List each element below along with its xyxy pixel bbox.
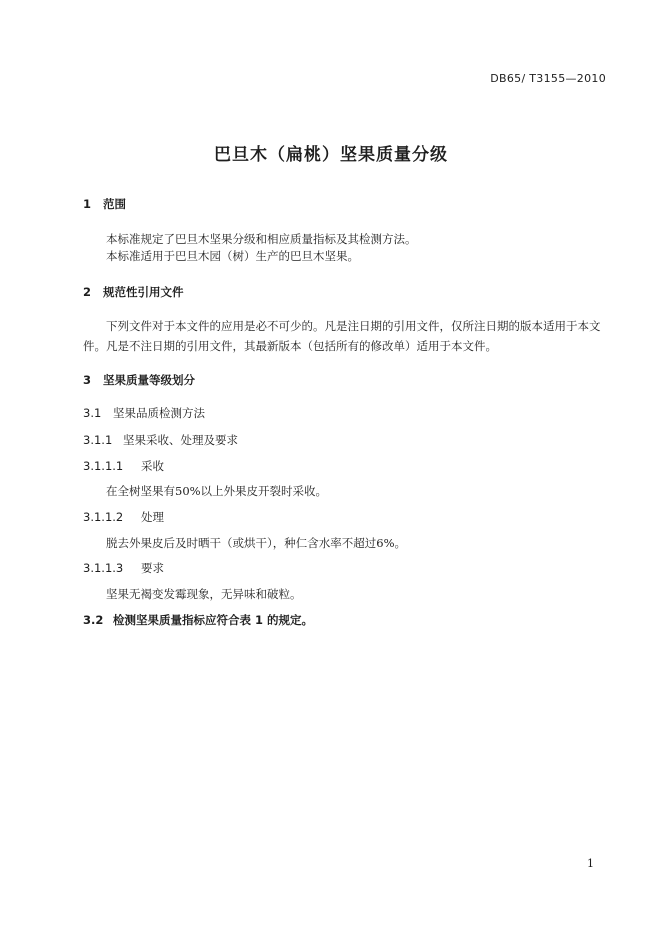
section-heading-2	[83, 284, 184, 300]
section-title: 要求	[141, 561, 164, 575]
section-heading-3-1-1-3	[83, 560, 164, 576]
paragraph-requirements: 坚果无褐变发霉现象，无异味和破粒。	[106, 587, 302, 601]
section-title: 规范性引用文件	[103, 285, 184, 299]
paragraph-normative-references: 下列文件对于本文件的应用是必不可少的。凡是注日期的引用文件，仅所注日期的版本适用于本文件。凡是不注日期的引用文件，其最新版本（包括所有的修改单）适用于本文件。	[83, 319, 601, 353]
section-title: 坚果采收、处理及要求	[123, 433, 238, 447]
section-heading-3	[83, 372, 195, 388]
section-title: 采收	[141, 459, 164, 473]
section-number: 1	[83, 197, 92, 211]
section-number: 3.1.1.1	[83, 459, 124, 473]
section-number: 3.1	[83, 406, 102, 420]
section-number: 3	[83, 373, 92, 387]
section-heading-3-1-1-1	[83, 458, 164, 474]
section-heading-3-1	[83, 405, 205, 421]
document-number: DB65/ T3155—2010	[490, 72, 606, 85]
paragraph-scope-2: 本标准适用于巴旦木园（树）生产的巴旦木坚果。	[106, 249, 359, 263]
paragraph-harvest: 在全树坚果有50%以上外果皮开裂时采收。	[106, 484, 328, 498]
section-heading-3-1-1-2	[83, 509, 164, 525]
section-title: 处理	[141, 510, 164, 524]
section-title: 范围	[103, 197, 126, 211]
section-number: 3.1.1	[83, 433, 113, 447]
section-number: 3.1.1.2	[83, 510, 124, 524]
paragraph-processing: 脱去外果皮后及时晒干（或烘干），种仁含水率不超过6%。	[106, 536, 406, 550]
section-heading-3-1-1	[83, 432, 238, 448]
paragraph-scope-1: 本标准规定了巴旦木坚果分级和相应质量指标及其检测方法。	[106, 232, 417, 246]
section-number: 3.1.1.3	[83, 561, 124, 575]
section-number: 3.2	[83, 613, 104, 627]
page-number: 1	[587, 857, 594, 870]
section-title: 检测坚果质量指标应符合表 1 的规定。	[113, 613, 314, 627]
section-number: 2	[83, 285, 92, 299]
page-title: 巴旦木（扁桃）坚果质量分级	[214, 145, 448, 165]
section-title: 坚果质量等级划分	[103, 373, 195, 387]
section-title: 坚果品质检测方法	[113, 406, 205, 420]
section-heading-3-2	[83, 612, 313, 628]
section-heading-1	[83, 196, 126, 212]
